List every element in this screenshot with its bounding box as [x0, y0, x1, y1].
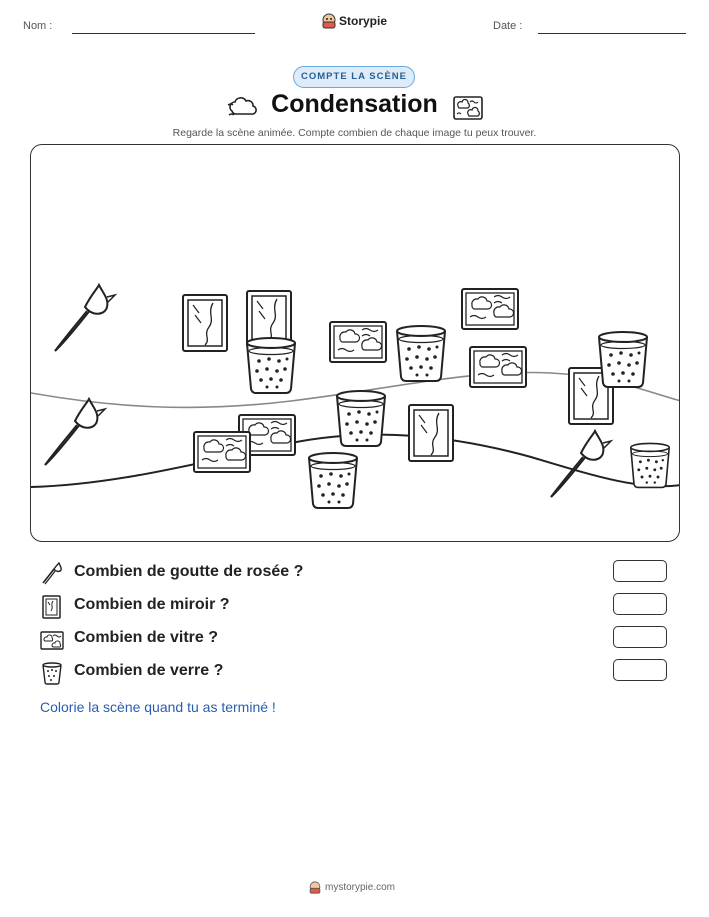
- question-text: Combien de miroir ?: [74, 596, 230, 613]
- dew-drop-icon: [40, 562, 64, 586]
- dew-drop-1: [55, 285, 115, 351]
- question-mirror: [40, 593, 670, 619]
- glass-1: [247, 338, 295, 393]
- window-pane-1: [330, 322, 386, 362]
- question-window-pane: [40, 626, 670, 652]
- mirror-1: [183, 295, 227, 351]
- mirror-3: [409, 405, 453, 461]
- coloring-instruction: Colorie la scène quand tu as terminé !: [40, 699, 276, 715]
- window-pane-3: [470, 347, 526, 387]
- answer-box-mirror[interactable]: [613, 593, 667, 615]
- instructions: Regarde la scène animée. Compte combien de chaque image tu peux trouver.: [172, 127, 537, 139]
- answer-box-window-pane[interactable]: [613, 626, 667, 648]
- dew-drop-3: [551, 431, 611, 497]
- answer-box-dew-drop[interactable]: [613, 560, 667, 582]
- dew-drop-2: [45, 399, 105, 465]
- question-text: Combien de goutte de rosée ?: [74, 563, 304, 580]
- answer-box-glass[interactable]: [613, 659, 667, 681]
- page-title: Condensation: [271, 90, 438, 118]
- activity-badge: COMPTE LA SCÈNE: [293, 66, 415, 88]
- glass-4: [337, 391, 385, 446]
- storypie-mascot-small-icon: [309, 881, 321, 894]
- name-label: Nom :: [23, 20, 53, 32]
- window-pane-title-icon: [452, 95, 484, 121]
- window-pane-2: [462, 289, 518, 329]
- name-field[interactable]: [72, 33, 255, 34]
- glass-3: [599, 332, 647, 387]
- question-dew-drop: [40, 560, 670, 586]
- storypie-mascot-icon: [322, 13, 336, 29]
- site-footer: [309, 881, 395, 894]
- question-text: Combien de verre ?: [74, 662, 224, 679]
- mirror-icon: [40, 595, 64, 619]
- question-glass: [40, 659, 670, 685]
- counting-scene: [30, 144, 680, 542]
- brand-logo: [322, 13, 387, 29]
- date-label: Date :: [493, 20, 523, 32]
- window-pane-icon: [40, 628, 64, 652]
- date-field[interactable]: [538, 33, 686, 34]
- glass-6: [631, 443, 669, 487]
- glass-icon: [40, 661, 64, 685]
- brand-name: Storypie: [339, 14, 388, 28]
- window-pane-5: [194, 432, 250, 472]
- question-text: Combien de vitre ?: [74, 629, 219, 646]
- site-url[interactable]: mystorypie.com: [325, 882, 396, 893]
- glass-2: [397, 326, 445, 381]
- glass-5: [309, 453, 357, 508]
